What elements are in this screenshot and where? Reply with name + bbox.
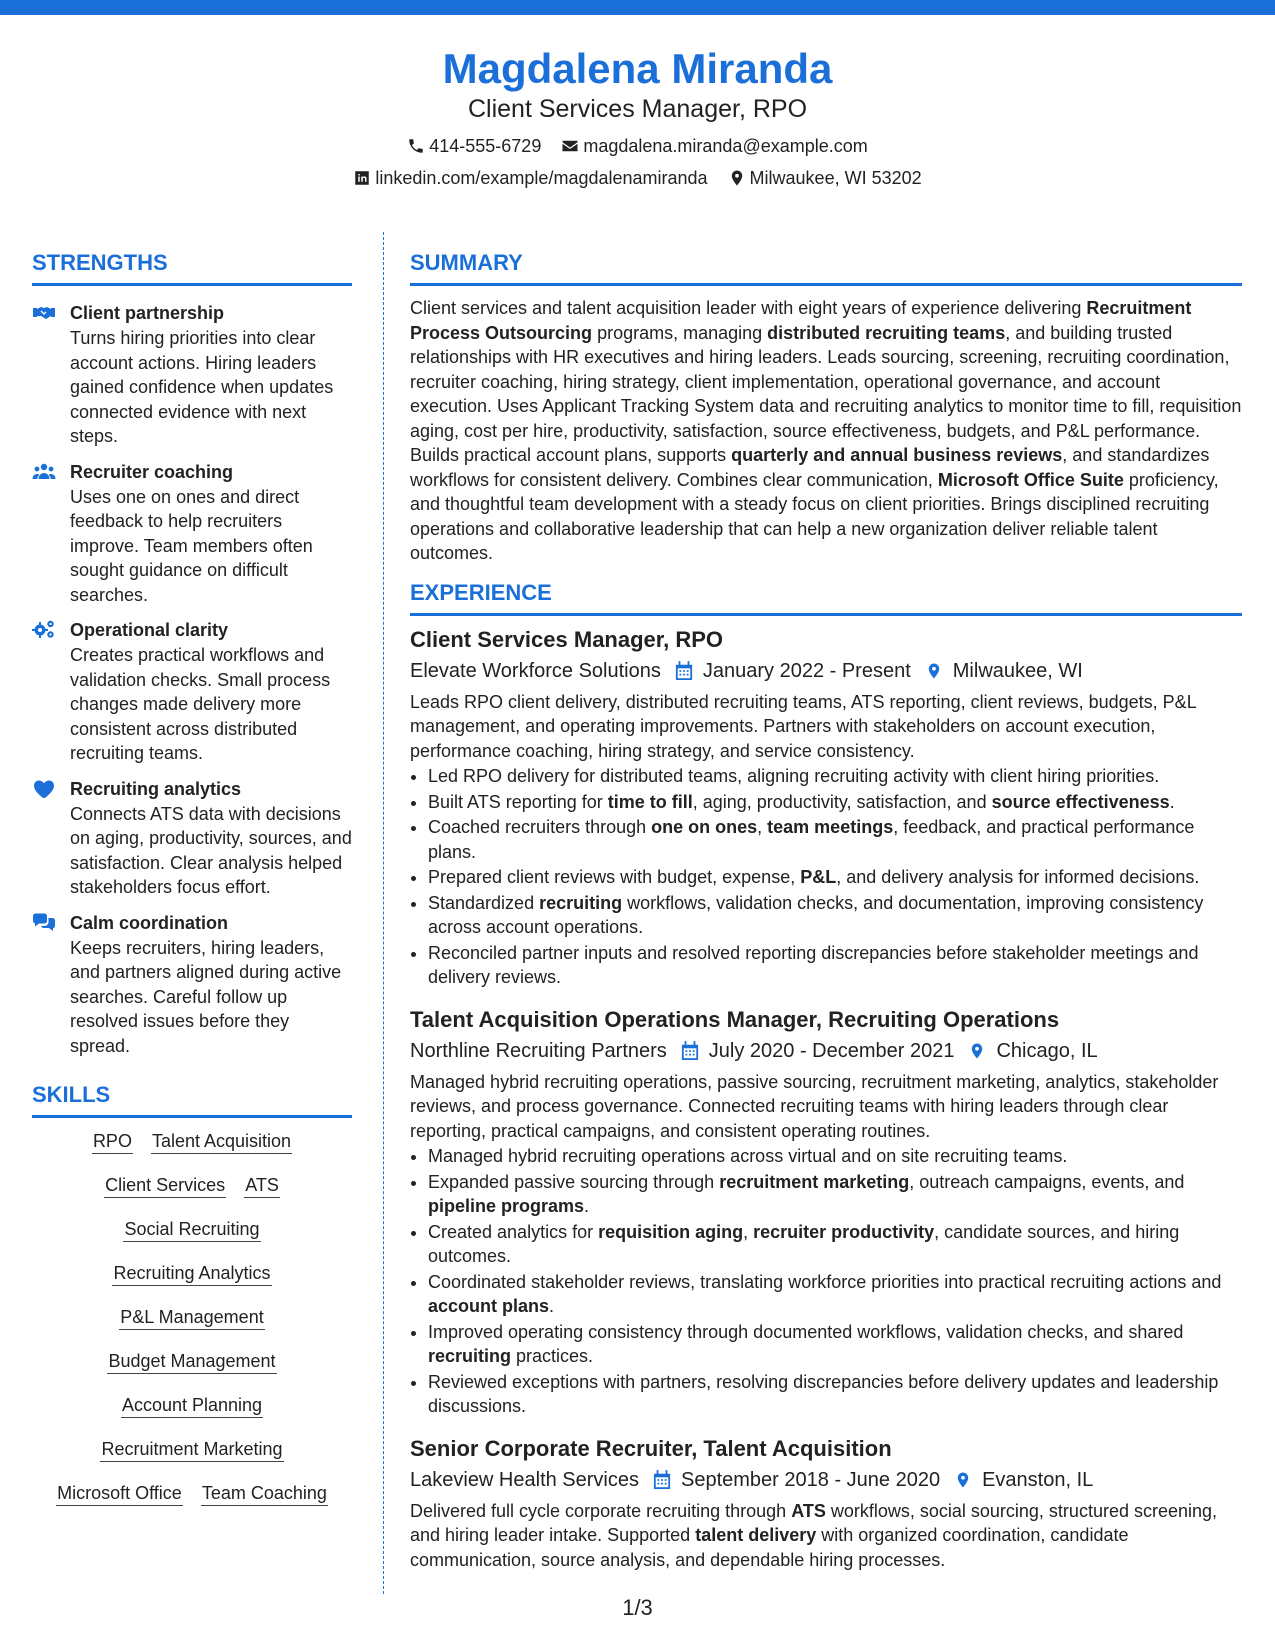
phone-text: 414-555-6729 bbox=[429, 136, 542, 156]
location-contact bbox=[728, 166, 922, 190]
bullet-item bbox=[428, 1220, 1242, 1269]
text-segment: programs, managing bbox=[592, 322, 768, 343]
job-dates: July 2020 - December 2021 bbox=[708, 1039, 955, 1062]
strength-description: Keeps recruiters, hiring leaders, and partners aligned during active searches. Careful follow up resolved issues before they spread. bbox=[70, 937, 342, 1056]
skills-heading: SKILLS bbox=[32, 1080, 352, 1118]
strength-description: Creates practical workflows and validation checks. Small process changes made delivery more consistent across distributed recruiting teams. bbox=[70, 645, 331, 763]
bold-text: distributed recruiting teams bbox=[767, 322, 1006, 343]
strength-item bbox=[32, 776, 352, 900]
gears-icon bbox=[32, 619, 56, 639]
text-segment: proficiency, and thoughtful team development with a steady focus on client priorities. Brings disciplined recruiting operations and collaborative leadership that can help a new organization deliver reliable talent outcomes. bbox=[410, 469, 1219, 563]
bold-text: Recruitment Process Outsourcing bbox=[410, 298, 1192, 343]
bullet-item bbox=[428, 941, 1242, 990]
skill-row bbox=[100, 1438, 283, 1462]
bold-text: talent delivery bbox=[695, 1525, 817, 1545]
bold-text: time to fill bbox=[607, 791, 693, 812]
bold-text: P&L bbox=[800, 867, 837, 887]
resume-header bbox=[0, 40, 1275, 190]
bold-text: recruiting bbox=[428, 1346, 512, 1366]
handshake-icon bbox=[32, 302, 56, 322]
heart-icon bbox=[32, 778, 56, 798]
skill-row bbox=[92, 1130, 292, 1154]
text-segment: Coached recruiters through bbox=[428, 817, 652, 837]
linkedin-icon bbox=[353, 169, 371, 187]
strength-description: Connects ATS data with decisions on aging, productivity, sources, and satisfaction. Clear analysis helped stakeholders focus effort. bbox=[70, 803, 352, 897]
skill-row bbox=[112, 1262, 271, 1286]
text-segment: , and standardizes workflows for consistent delivery. Combines clear communication, bbox=[410, 445, 1210, 490]
users-icon bbox=[32, 461, 56, 481]
strengths-heading: STRENGTHS bbox=[32, 248, 352, 286]
job-location: Chicago, IL bbox=[996, 1039, 1098, 1062]
strength-item bbox=[32, 910, 352, 1059]
contact-row-1 bbox=[0, 134, 1275, 158]
job-meta bbox=[410, 1465, 1242, 1495]
job-title: Talent Acquisition Operations Manager, Recruiting Operations bbox=[410, 1006, 1060, 1032]
text-segment: Coordinated stakeholder reviews, translating workforce priorities into practical recruiting actions and bbox=[428, 1271, 1222, 1292]
bullet-item bbox=[428, 790, 1242, 815]
text-segment: practices. bbox=[511, 1346, 594, 1366]
bold-text: pipeline programs bbox=[428, 1196, 585, 1216]
bold-text: one on ones bbox=[651, 817, 758, 837]
comments-icon bbox=[32, 912, 56, 932]
text-segment: Led RPO delivery for distributed teams, aligning recruiting activity with client hiring priorities. bbox=[428, 766, 1160, 786]
envelope-icon bbox=[561, 137, 579, 155]
text-segment: Improved operating consistency through documented workflows, validation checks, and shared bbox=[428, 1321, 1184, 1342]
text-segment: Reviewed exceptions with partners, resolving discrepancies before delivery updates and leadership discussions. bbox=[428, 1371, 1219, 1416]
strength-description: Turns hiring priorities into clear account actions. Hiring leaders gained confidence when updates connected evidence with next steps. bbox=[70, 328, 334, 446]
right-column bbox=[410, 248, 1242, 1572]
text-segment: Prepared client reviews with budget, expense, bbox=[428, 867, 801, 887]
strength-title: Client partnership bbox=[70, 303, 225, 323]
column-divider bbox=[383, 232, 384, 1594]
skill-tag: Budget Management bbox=[107, 1350, 276, 1374]
linkedin-contact[interactable] bbox=[353, 166, 707, 190]
text-segment: . bbox=[549, 1296, 555, 1316]
text-segment: Managed hybrid recruiting operations across virtual and on site recruiting teams. bbox=[428, 1146, 1068, 1166]
job-title: Senior Corporate Recruiter, Talent Acquisition bbox=[410, 1435, 892, 1461]
strength-item bbox=[32, 300, 352, 449]
candidate-name: Magdalena Miranda bbox=[442, 45, 833, 92]
bold-text: recruitment marketing bbox=[719, 1171, 910, 1192]
text-segment: Delivered full cycle corporate recruiting through bbox=[410, 1500, 792, 1521]
skill-row bbox=[107, 1350, 276, 1374]
job-dates: January 2022 - Present bbox=[702, 659, 911, 682]
skill-tag: Team Coaching bbox=[201, 1482, 328, 1506]
bullet-item bbox=[428, 1144, 1242, 1169]
bullet-item bbox=[428, 891, 1242, 940]
skill-row bbox=[56, 1482, 328, 1506]
bold-text: ATS bbox=[791, 1500, 826, 1521]
phone-icon bbox=[407, 137, 425, 155]
page-number: 1/3 bbox=[622, 1595, 653, 1620]
phone-contact[interactable] bbox=[407, 134, 541, 158]
left-column bbox=[32, 248, 352, 1506]
calendar-icon bbox=[653, 1470, 671, 1490]
map-pin-icon bbox=[954, 1470, 972, 1490]
job-title: Client Services Manager, RPO bbox=[410, 626, 724, 652]
text-segment: Created analytics for bbox=[428, 1221, 599, 1242]
bullet-item bbox=[428, 1170, 1242, 1219]
strength-item bbox=[32, 617, 352, 766]
bullet-item bbox=[428, 764, 1242, 789]
text-segment: workflows, validation checks, and documentation, improving consistency across account operations. bbox=[428, 892, 1204, 937]
text-segment: , bbox=[757, 817, 768, 837]
skill-tag: ATS bbox=[244, 1174, 280, 1198]
bold-text: source effectiveness bbox=[991, 791, 1170, 812]
skill-row bbox=[123, 1218, 260, 1242]
job-description: Leads RPO client delivery, distributed recruiting teams, ATS reporting, client reviews, budgets, P&L management, and operating improvements. Partners with stakeholders on account execution, performance coaching, hiring strategy, and service consistency. bbox=[410, 691, 1197, 761]
bold-text: recruiting bbox=[539, 892, 623, 913]
linkedin-text: linkedin.com/example/magdalenamiranda bbox=[375, 168, 708, 188]
job-entry bbox=[410, 1004, 1242, 1419]
bullet-item bbox=[428, 815, 1242, 864]
strength-title: Calm coordination bbox=[70, 912, 229, 933]
skill-tag: Account Planning bbox=[121, 1394, 263, 1418]
contact-row-2 bbox=[0, 166, 1275, 190]
text-segment: . bbox=[1169, 791, 1175, 812]
text-segment: , bbox=[743, 1221, 754, 1242]
job-entry bbox=[410, 624, 1242, 990]
company-name: Lakeview Health Services bbox=[410, 1468, 639, 1491]
job-location: Evanston, IL bbox=[982, 1468, 1094, 1491]
text-segment: , feedback, and practical performance plans. bbox=[428, 817, 1195, 862]
job-bullets bbox=[410, 1144, 1242, 1419]
text-segment: , and delivery analysis for informed decisions. bbox=[836, 867, 1200, 887]
text-segment: workflows, social sourcing, structured screening, and hiring leader intake. Supported bbox=[410, 1500, 1218, 1545]
strength-title: Recruiter coaching bbox=[70, 461, 234, 482]
skill-tag: Recruitment Marketing bbox=[100, 1438, 283, 1462]
bold-text: quarterly and annual business reviews bbox=[731, 445, 1063, 465]
company-name: Northline Recruiting Partners bbox=[410, 1039, 667, 1062]
skill-tag: Talent Acquisition bbox=[151, 1130, 292, 1154]
job-entry bbox=[410, 1433, 1242, 1573]
experience-heading: EXPERIENCE bbox=[410, 578, 1242, 616]
job-location: Milwaukee, WI bbox=[952, 659, 1083, 682]
skill-tag: RPO bbox=[92, 1130, 133, 1154]
text-segment: Built ATS reporting for bbox=[428, 791, 608, 812]
strength-title: Operational clarity bbox=[70, 620, 229, 640]
strength-description: Uses one on ones and direct feedback to help recruiters improve. Team members often sought guidance on difficult searches. bbox=[70, 486, 313, 605]
bold-text: team meetings bbox=[767, 817, 894, 837]
job-meta bbox=[410, 656, 1242, 686]
text-segment: . bbox=[584, 1196, 590, 1216]
bold-text: requisition aging bbox=[598, 1221, 744, 1242]
strengths-list bbox=[32, 300, 352, 1058]
bold-text: account plans bbox=[428, 1296, 550, 1316]
skill-tag: Recruiting Analytics bbox=[112, 1262, 271, 1286]
text-segment: , and building trusted relationships with HR executives and hiring leaders. Leads sourcing, screening, recruiting coordination, recruiter coaching, hiring strategy, client implementation, operational governance, and account execution. Uses Applicant Tracking System data and recruiting analytics to monitor time to fill, requisition aging, cost per hire, productivity, satisfaction, source effectiveness, budgets, and P&L performance. Builds practical account plans, supports bbox=[410, 322, 1242, 465]
bold-text: recruiter productivity bbox=[753, 1221, 935, 1242]
text-segment: , aging, productivity, satisfaction, and bbox=[692, 791, 992, 812]
skills-list bbox=[32, 1130, 352, 1506]
email-contact[interactable] bbox=[561, 134, 867, 158]
job-description bbox=[410, 1499, 1242, 1573]
top-accent-bar bbox=[0, 0, 1275, 15]
job-meta bbox=[410, 1036, 1242, 1066]
strength-item bbox=[32, 459, 352, 608]
calendar-icon bbox=[675, 661, 693, 681]
skill-tag: Microsoft Office bbox=[56, 1482, 183, 1506]
skill-row bbox=[119, 1306, 264, 1330]
calendar-icon bbox=[681, 1041, 699, 1061]
map-pin-icon bbox=[968, 1041, 986, 1061]
bullet-item bbox=[428, 1320, 1242, 1369]
bullet-item bbox=[428, 1270, 1242, 1319]
text-segment: with organized coordination, candidate communication, source analysis, and dependable hiring processes. bbox=[410, 1525, 1129, 1570]
summary-text bbox=[410, 296, 1242, 566]
skill-tag: P&L Management bbox=[119, 1306, 264, 1330]
skill-tag: Client Services bbox=[104, 1174, 226, 1198]
strength-title: Recruiting analytics bbox=[70, 778, 242, 799]
summary-heading: SUMMARY bbox=[410, 248, 1242, 286]
text-segment: , candidate sources, and hiring outcomes. bbox=[428, 1221, 1180, 1266]
job-bullets bbox=[410, 764, 1242, 990]
text-segment: Reconciled partner inputs and resolved reporting discrepancies before stakeholder meetings and delivery reviews. bbox=[428, 942, 1199, 987]
map-pin-icon bbox=[925, 661, 943, 681]
candidate-role: Client Services Manager, RPO bbox=[467, 95, 808, 123]
company-name: Elevate Workforce Solutions bbox=[410, 659, 661, 682]
skill-row bbox=[104, 1174, 280, 1198]
skill-row bbox=[121, 1394, 263, 1418]
experience-list bbox=[410, 624, 1242, 1573]
text-segment: Standardized bbox=[428, 892, 540, 913]
job-dates: September 2018 - June 2020 bbox=[681, 1468, 941, 1491]
text-segment: , outreach campaigns, events, and bbox=[909, 1171, 1185, 1192]
job-description: Managed hybrid recruiting operations, passive sourcing, recruitment marketing, analytics, stakeholder reviews, and process governance. Connected recruiting teams with hiring leaders through clear reporting, practical campaigns, and consistent operating routines. bbox=[410, 1071, 1219, 1141]
bullet-item bbox=[428, 865, 1242, 890]
email-text: magdalena.miranda@example.com bbox=[583, 136, 868, 156]
location-text: Milwaukee, WI 53202 bbox=[749, 168, 922, 188]
text-segment: Client services and talent acquisition leader with eight years of experience delivering bbox=[410, 298, 1087, 318]
bold-text: Microsoft Office Suite bbox=[937, 469, 1124, 490]
text-segment: Expanded passive sourcing through bbox=[428, 1171, 720, 1192]
skill-tag: Social Recruiting bbox=[123, 1218, 260, 1242]
bullet-item bbox=[428, 1370, 1242, 1419]
map-pin-icon bbox=[728, 169, 746, 187]
